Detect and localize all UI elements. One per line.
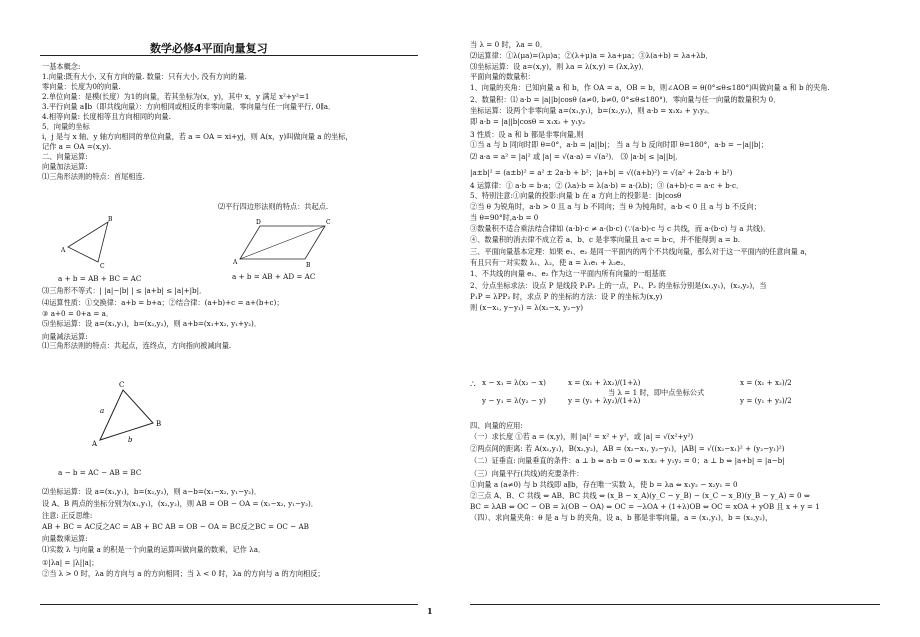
text-line: 向量减法运算: (42, 332, 88, 341)
text-line: ⑶三角形不等式：| |a|−|b| | ≤ |a+b| ≤ |a|+|b|． (42, 286, 207, 295)
svg-text:b: b (128, 436, 133, 444)
sys-right-1: x = (x₁ + x₂)/2 (740, 378, 792, 387)
svg-text:A: A (233, 259, 238, 266)
text-line: 4 运算律：① a·b = b·a；② (λa)·b = λ(a·b) = a·(λb)；③ (a+b)·c = a·c + b·c． (470, 181, 744, 190)
text-line: ⑴三角形法则的特点：共起点，连终点，方向指向被减向量. (42, 341, 232, 350)
svg-text:B: B (156, 420, 162, 428)
text-line: ⑴实数 λ 与向量 a 的积是一个向量的运算叫做向量的数乘，记作 λa． (42, 545, 266, 554)
sub-caption: a − b = AC − AB = BC (58, 468, 142, 477)
text-line: 5．向量的坐标 (42, 122, 90, 131)
mid-text: 当 λ = 1 时，即中点坐标公式 (608, 388, 705, 397)
text-line: ④、数量积的消去律不成立若 a、b、c 是非零向量且 a·c = b·c，并不能得到 a = b. (470, 235, 740, 244)
text-line: |a±b|² = (a±b)² = a² ± 2a·b + b²；|a+b| = √((a+b)²) = √(a² + 2a·b + b²) (470, 168, 733, 177)
text-line: （四）、求向量夹角：θ 是 a 与 b 的夹角，设 a、b 都是非零向量，a = (x₁,y₁)，b = (x₂,y₂)， (470, 513, 773, 522)
text-line: 2、数量积：⑴ a·b = |a||b|cosθ (a≠0, b≠0, 0°≤θ≤180°)．零向量与任一向量的数量积为 0． (470, 95, 781, 104)
text-line: ①向量 a (a≠0) 与 b 共线即 a∥b，存在唯一实数 λ，使 b = λa ⇔ x₁y₂ − x₂y₁ = 0 (470, 480, 738, 489)
text-line: ②当 λ > 0 时，λa 的方向与 a 的方向相同；当 λ < 0 时，λa 的方向与 a 的方向相反； (42, 569, 325, 578)
text-line: 即 a·b = |a||b|cosθ = x₁x₂ + y₁y₂ (470, 117, 586, 126)
text-line: 平面向量的数量积： (470, 72, 535, 81)
therefore-symbol: ∴ (470, 380, 476, 390)
text-line: P₁P = λPP₂ 时，求点 P 的坐标的方法：设 P 的坐标为(x,y) (470, 292, 663, 301)
text-line: （二）证垂直: 向量垂直的条件：a ⊥ b ⇔ a·b = 0 ⇔ x₁x₂ + y₁y₂ = 0；a ⊥ b ⇔ |a+b| = |a−b| (470, 456, 785, 465)
text-line: ⑵运算律：①λ(μa)=(λμ)a；②(λ+μ)a = λa+μa；③λ(a+b) = λa+λb． (470, 51, 713, 60)
text-line: 坐标运算：设两个非零向量 a=(x₁,y₁)，b=(x₂,y₂)，则 a·b = x₁x₂ + y₁y₂． (470, 106, 715, 115)
sys-left-1: x − x₁ = λ(x₂ − x) (482, 378, 546, 387)
text-line: ①当 a 与 b 同向时即 θ=0°，a·b = |a||b|； 当 a 与 b 反向时即 θ=180°，a·b = −|a||b|； (470, 140, 768, 149)
svg-text:A: A (92, 440, 98, 448)
svg-text:C: C (100, 263, 105, 270)
sys-mid-2: y = (y₁ + λy₂)/(1+λ) (568, 396, 641, 405)
svg-text:D: D (256, 219, 261, 226)
svg-text:C: C (326, 219, 331, 226)
text-line: 设 A、B 两点的坐标分别为(x₁,y₁)，(x₂,y₂)，则 AB = OB − OA = (x₁−x₂, y₁−y₂)． (42, 499, 318, 508)
sys-right-2: y = (y₁ + y₂)/2 (740, 396, 792, 405)
tri-caption: a + b = AB + BC = AC (58, 274, 142, 283)
sys-left-2: y − y₁ = λ(y₂ − y) (482, 396, 546, 405)
page-number: 1 (427, 606, 433, 616)
text-line: 向量加法运算: (42, 162, 88, 171)
text-line: AB + BC = AC反之AC = AB + BC AB = OB − OA = BC反之BC = OC − AB (42, 522, 309, 531)
text-line: 4.相等向量: 长度相等且方向相同的向量. (42, 112, 171, 121)
text-line: （一）求长度 ①若 a = (x,y)，则 |a|² = x² + y²，或 |a| = √(x²+y²) (470, 432, 694, 441)
text-line: 1、向量的夹角：已知向量 a 和 b，作 OA = a，OB = b，则∠AOB = θ(0°≤θ≤180°)叫做向量 a 和 b 的夹角. (470, 83, 830, 92)
text-line: 零向量：长度为0的向量. (42, 82, 121, 91)
text-line: 2.单位向量：是模(长度）为1的向量，若其坐标为(x，y)，其中 x，y 满足 x²+y²=1 (42, 92, 310, 101)
para-caption: a + b = AB + AD = AC (232, 272, 316, 281)
text-line: ⑵坐标运算：设 a=(x₁,y₁)，b=(x₂,y₂)，则 a−b=(x₁−x₂, y₁−y₂)． (42, 487, 262, 496)
text-line: ⑷运算性质：①交换律：a+b = b+a；②结合律：(a+b)+c = a+(b+c)； (42, 298, 284, 307)
text-line: 一基本概念: (42, 62, 81, 71)
text-line: 3 性质：设 a 和 b 都是非零向量,则 (470, 130, 584, 139)
triangle-addition-figure (58, 212, 148, 282)
text-line: 2、分点坐标求法：设点 P 是线段 P₁P₂ 上的一点，P₁、P₂ 的坐标分别是(x₁,y₁)，(x₂,y₂)，当 (470, 281, 767, 290)
text-line: 有且只有一对实数 λ₁、λ₂，使 a = λ₁e₁ + λ₂e₂． (470, 258, 631, 267)
text-line: ③ a+0 = 0+a = a． (42, 309, 114, 318)
text-line: 当 λ = 0 时，λa = 0． (470, 40, 548, 49)
text-line: ⑸坐标运算：设 a=(x₁,y₁)，b=(x₂,y₂)，则 a+b=(x₁+x₂, y₁+y₂)． (42, 319, 262, 328)
text-line: 3.平行向量 a∥b（即共线向量）：方向相同或相反的非零向量．零向量与任一向量平行, 0∥a． (42, 102, 336, 111)
footer-rule-left (40, 604, 418, 605)
text-line: ②当 θ 为锐角时，a·b > 0 且 a 与 b 不同向；当 θ 为钝角时，a·b < 0 且 a 与 b 不反向； (470, 202, 761, 211)
text-line: 注意: 正反思维: (42, 511, 93, 520)
svg-text:A: A (61, 247, 66, 254)
parallelogram-figure (230, 214, 340, 274)
text-line: 三、平面向量基本定理：如果 e₁、e₂ 是同一平面内的两个不共线向量，那么对于这一平面内的任意向量 a， (470, 247, 812, 256)
text-line: BC = λAB ⇔ OC − OB = λ(OB − OA) ⇔ OC = −λOA + (1+λ)OB ⇔ OC = xOA + yOB 且 x + y = 1 (470, 502, 820, 511)
page-title: 数学必修4平面向量复习 (150, 42, 268, 55)
text-line: ③数量积不适合乘法结合律如 (a·b)·c ≠ a·(b·c) (∵(a·b)·c 与 c 共线，而 a·(b·c) 与 a 共线)． (470, 224, 771, 233)
text-line: 二、向量运算: (42, 152, 88, 161)
svg-text:a: a (100, 407, 105, 415)
text-line: 1、不共线的向量 e₁、e₂ 作为这一平面内所有向量的一组基底 (470, 269, 666, 278)
text-line: i，j 是与 x 轴、y 轴方向相同的单位向量，若 a = OA = xi+yj，则 A(x，y)叫做向量 a 的坐标， (42, 132, 353, 141)
footer-rule-right (470, 604, 880, 605)
text-line: ②三点 A、B、C 共线 ⇔ AB、BC 共线 ⇔ (x_B − x_A)(y_C − y_B) − (x_C − x_B)(y_B − y_A) = 0 ⇔ (470, 491, 810, 500)
title-rule (40, 55, 418, 56)
para-heading: ⑵平行四边形法则的特点：共起点. (218, 202, 329, 211)
svg-text:B: B (306, 262, 311, 269)
text-line: ①|λa| = |λ||a|； (42, 558, 99, 567)
text-line: 记作 a = OA =(x,y). (42, 142, 112, 151)
text-line: 1.向量:既有大小, 又有方向的量. 数量：只有大小, 没有方向的量. (42, 72, 247, 81)
text-line: ⑶坐标运算：设 a=(x,y)，则 λa = λ(x,y) = (λx,λy)． (470, 62, 649, 71)
text-line: ⑵ a·a = a² = |a|² 或 |a| = √(a·a) = √(a²)． ⑶ |a·b| ≤ |a||b|． (470, 152, 683, 161)
text-line: （三）向量平行(共线)的充要条件： (470, 469, 584, 478)
text-line: 则 (x−x₁, y−y₁) = λ(x₂−x, y₂−y) (470, 303, 584, 312)
text-line: 向量数乘运算: (42, 534, 88, 543)
subtraction-figure (88, 378, 178, 458)
text-line: 四、向量的应用: (470, 421, 523, 430)
text-line: ⑴三角形法则的特点：首尾相连. (42, 172, 145, 181)
sys-mid-1: x = (x₁ + λx₂)/(1+λ) (568, 378, 641, 387)
svg-text:B: B (108, 216, 113, 223)
text-line: 当 θ=90°时,a·b = 0 (470, 213, 539, 222)
text-line: ②两点间的距离: 若 A(x₁,y₁)，B(x₂,y₂)，AB = (x₂−x₁, y₂−y₁)，|AB| = √((x₂−x₁)² + (y₂−y₁)²) (470, 444, 785, 453)
text-line: 5、特别注意:①向量的投影:向量 b 在 a 方向上的投影是：|b|cosθ (470, 191, 682, 200)
svg-text:C: C (119, 381, 125, 389)
